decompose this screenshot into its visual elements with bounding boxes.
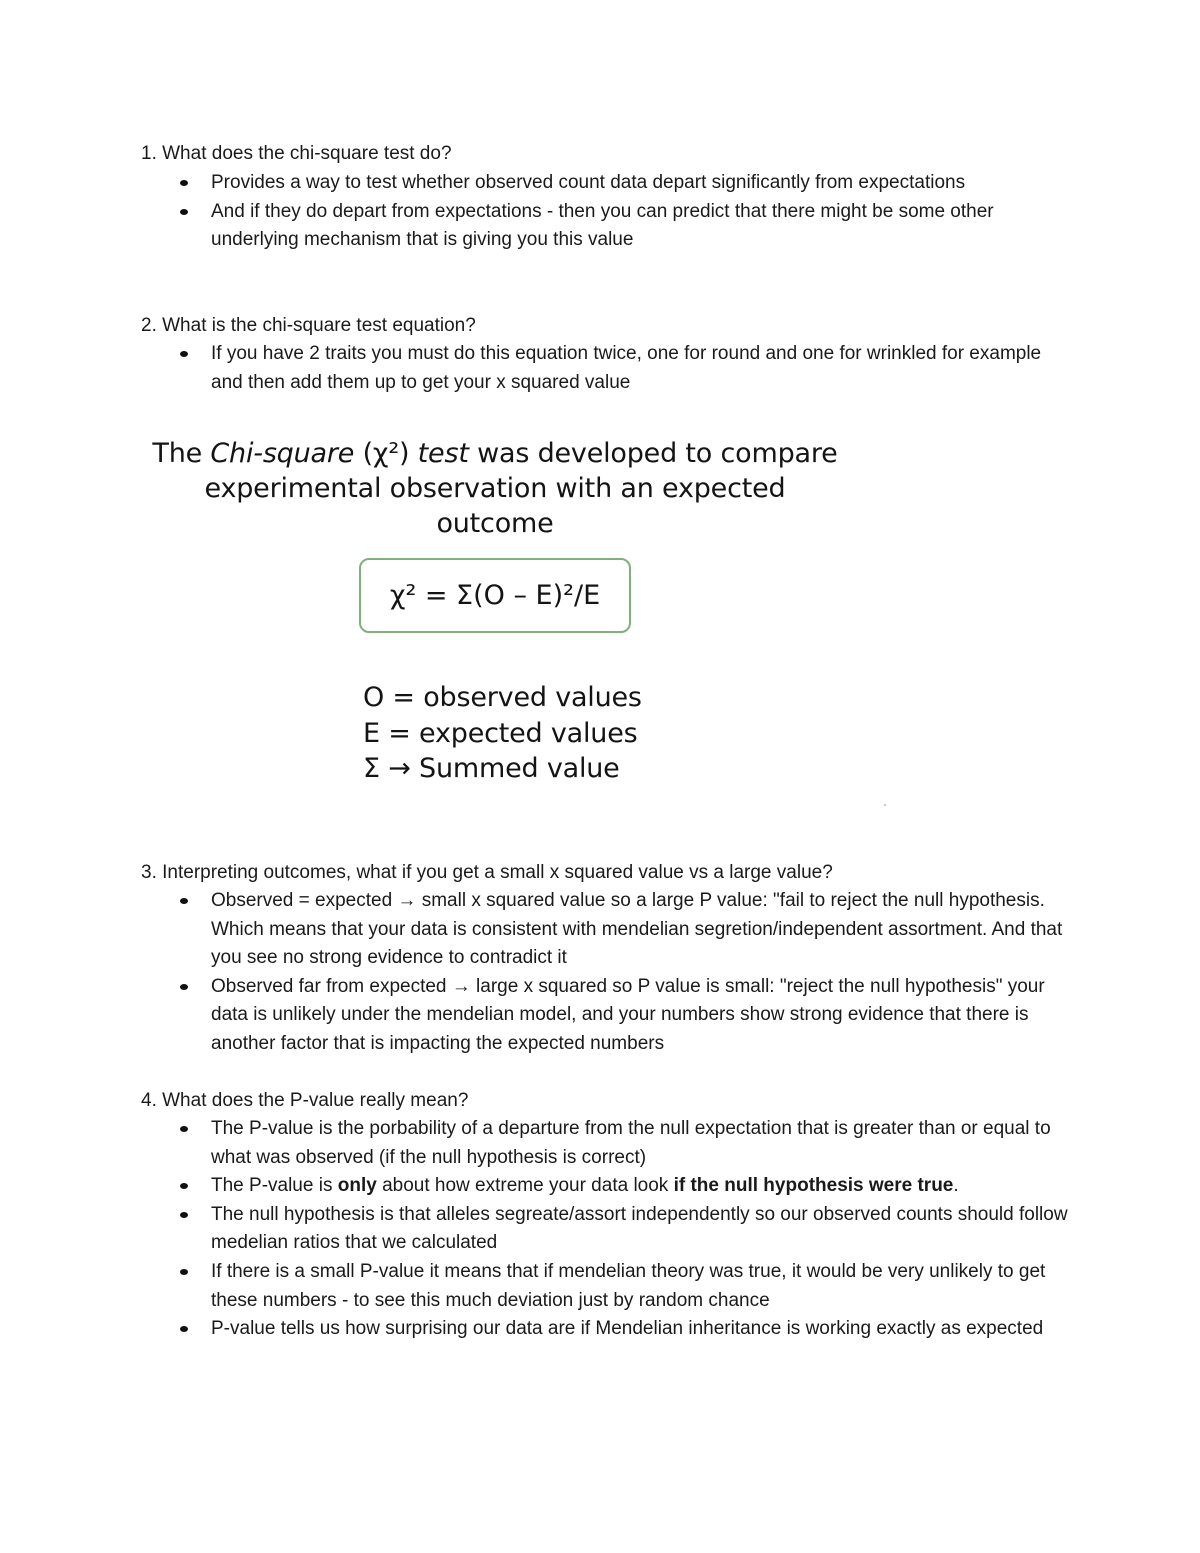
bullet-icon: [180, 984, 188, 990]
bullet-text: Observed far from expected → large x squared so P value is small: "reject the null hypothesis" your data is unlikely under the mendelian model, and your numbers show strong evidence that there is another factor that is impacting the expected numbers: [211, 975, 1045, 1054]
heading-italic-text: Chi-square: [210, 438, 355, 469]
heading-text: The: [152, 438, 211, 469]
bullet-icon: [180, 1269, 188, 1275]
list-item: [211, 1201, 1071, 1258]
bullet-icon: [180, 1126, 188, 1132]
bullet-icon: [180, 209, 188, 215]
question-1-title: 1. What does the chi-square test do?: [141, 143, 452, 164]
chi-square-slide: [145, 432, 845, 812]
bullet-icon: [180, 1212, 188, 1218]
list-item: [211, 1115, 1071, 1172]
text-run: The P-value is: [211, 1175, 338, 1197]
formula-legend: [363, 680, 642, 787]
list-item: [211, 973, 1071, 1059]
formula: χ² = Σ(O – E)²/E: [389, 580, 601, 611]
bullet-text: [211, 1175, 959, 1196]
formula-box: [359, 558, 631, 633]
bullet-text: The null hypothesis is that alleles segreate/assort independently so our observed counts should follow medelian ratios that we calculated: [211, 1203, 1068, 1254]
bullet-icon: [180, 898, 188, 904]
emphasis-text: only: [337, 1175, 377, 1197]
list-item: [211, 169, 1071, 198]
question-3-title: 3. Interpreting outcomes, what if you get a small x squared value vs a large value?: [141, 862, 833, 883]
bullet-text: And if they do depart from expectations - then you can predict that there might be some other underlying mechanism that is giving you this value: [211, 200, 994, 251]
bullet-icon: [180, 1326, 188, 1332]
list-item: [211, 887, 1071, 973]
question-4-title: 4. What does the P-value really mean?: [141, 1090, 469, 1111]
bullet-text: Provides a way to test whether observed count data depart significantly from expectations: [211, 172, 966, 193]
slide-heading: [145, 436, 845, 541]
bullet-text: If you have 2 traits you must do this equation twice, one for round and one for wrinkled for example and then add them up to get your x squared value: [211, 343, 1042, 393]
list-item: [211, 1315, 1071, 1344]
heading-text: (χ²): [354, 438, 418, 469]
legend-item: E = expected values: [363, 717, 638, 749]
image-artifact: [884, 804, 886, 806]
bullet-text: If there is a small P-value it means that if mendelian theory was true, it would be very unlikely to get these numbers - to see this much deviation just by random chance: [211, 1260, 1046, 1311]
list-item: [211, 1172, 1071, 1201]
legend-item: Σ → Summed value: [363, 753, 620, 784]
heading-text: was developed to compare: [468, 438, 838, 469]
bullet-text: P-value tells us how surprising our data are if Mendelian inheritance is working exactly as expected: [211, 1318, 1044, 1340]
heading-italic-text: test: [417, 438, 469, 469]
list-item: [211, 198, 1071, 255]
text-run: about how extreme your data look: [376, 1175, 674, 1197]
legend-item: O = observed values: [363, 682, 642, 713]
question-1-answers: [211, 169, 1071, 255]
list-item: [211, 340, 1071, 397]
question-4-answers: [211, 1115, 1071, 1344]
heading-text: experimental observation with an expected: [204, 473, 786, 504]
text-run: .: [953, 1175, 959, 1197]
emphasis-text: if the null hypothesis were true: [673, 1175, 954, 1197]
bullet-text: Observed = expected → small x squared value so a large P value: "fail to reject the null hypothesis. Which means that your data is consistent with mendelian segretion/independent assortment. And that you see no strong evidence to contradict it: [211, 890, 1063, 969]
bullet-icon: [180, 351, 188, 357]
bullet-icon: [180, 180, 188, 186]
heading-text: outcome: [436, 508, 554, 539]
question-3-answers: [211, 887, 1071, 1059]
question-2-answers: [211, 340, 1071, 397]
list-item: [211, 1258, 1071, 1315]
bullet-icon: [180, 1183, 188, 1189]
bullet-text: The P-value is the porbability of a departure from the null expectation that is greater than or equal to what was observed (if the null hypothesis is correct): [211, 1118, 1051, 1168]
question-2-title: 2. What is the chi-square test equation?: [141, 315, 476, 336]
